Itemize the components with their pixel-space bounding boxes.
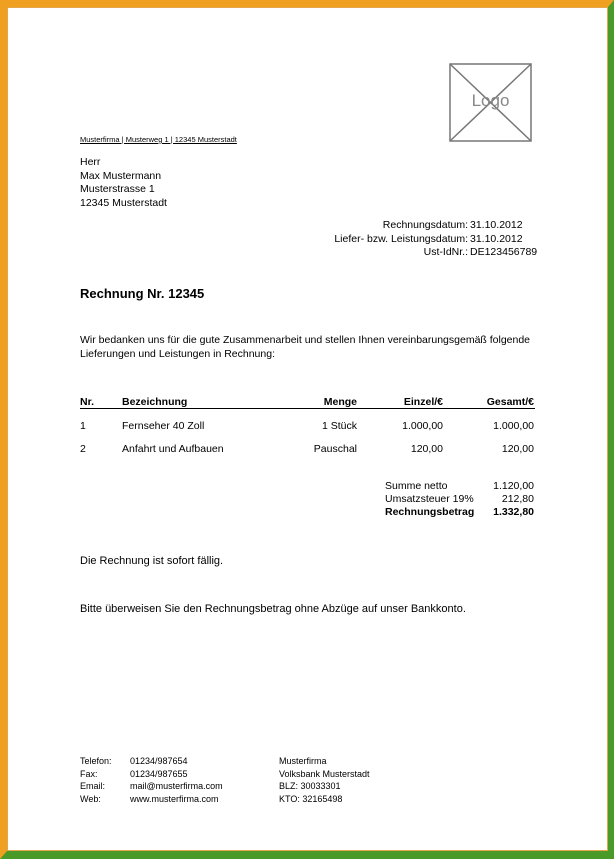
vat-label: Umsatzsteuer 19% xyxy=(385,493,474,505)
footer-phone-label: Telefon: xyxy=(80,756,112,766)
table-header-description: Bezeichnung xyxy=(122,396,188,408)
delivery-date-label: Liefer- bzw. Leistungsdatum: xyxy=(334,232,468,245)
logo-placeholder xyxy=(449,63,532,142)
vat-id-value: DE123456789 xyxy=(470,246,538,258)
row-2-unit-price: 120,00 xyxy=(410,443,443,455)
table-header-divider xyxy=(80,408,535,409)
footer-bank-code: BLZ: 30033301 xyxy=(279,781,341,791)
row-1-description: Fernseher 40 Zoll xyxy=(122,420,205,432)
invoice-meta-labels xyxy=(334,219,468,260)
footer-bank-company: Musterfirma xyxy=(279,756,327,766)
row-2-description: Anfahrt und Aufbauen xyxy=(122,443,224,455)
row-2-nr: 2 xyxy=(80,443,86,455)
recipient-salutation: Herr xyxy=(80,156,101,168)
vat-id-label: Ust-IdNr.: xyxy=(423,246,468,258)
vat-value: 212,80 xyxy=(501,493,534,505)
invoice-date-label: Rechnungsdatum: xyxy=(382,219,468,231)
invoice-date-value: 31.10.2012 xyxy=(470,219,523,231)
footer-web-label: Web: xyxy=(80,793,101,804)
payment-due-note: Die Rechnung ist sofort fällig. xyxy=(80,555,224,567)
sender-address-line: Musterfirma | Musterweg 1 | 12345 Musterstadt xyxy=(80,135,237,144)
intro-line-2: Lieferungen und Leistungen in Rechnung: xyxy=(80,348,275,360)
footer-phone-value: 01234/987654 xyxy=(130,756,188,766)
row-2-total: 120,00 xyxy=(501,443,534,455)
recipient-name: Max Mustermann xyxy=(80,169,162,182)
footer-contact-labels xyxy=(80,755,112,805)
footer-fax-value: 01234/987655 xyxy=(130,768,188,779)
recipient-street: Musterstrasse 1 xyxy=(80,183,155,195)
recipient-address xyxy=(80,156,167,210)
table-header-total: Gesamt/€ xyxy=(486,396,534,408)
footer-email-value: mail@musterfirma.com xyxy=(130,781,223,791)
recipient-city: 12345 Musterstadt xyxy=(80,196,167,209)
invoice-amount-value: 1.332,80 xyxy=(493,506,534,518)
logo-text: Logo xyxy=(471,91,510,110)
row-1-unit-price: 1.000,00 xyxy=(402,420,443,432)
table-header-quantity: Menge xyxy=(323,396,357,408)
footer-web-value: www.musterfirma.com xyxy=(130,793,219,804)
footer-fax-label: Fax: xyxy=(80,768,98,779)
row-1-total: 1.000,00 xyxy=(493,420,534,432)
intro-text xyxy=(80,333,540,361)
footer-email-label: Email: xyxy=(80,781,106,791)
intro-line-1: Wir bedanken uns für die gute Zusammenarbeit und stellen Ihnen vereinbarungsgemäß folgende xyxy=(80,334,531,346)
bank-transfer-note: Bitte überweisen Sie den Rechnungsbetrag ohne Abzüge auf unser Bankkonto. xyxy=(80,603,466,615)
invoice-title: Rechnung Nr. 12345 xyxy=(80,286,205,301)
footer-bank-details xyxy=(279,755,370,805)
net-sum-value: 1.120,00 xyxy=(493,480,534,492)
invoice-amount-label: Rechnungsbetrag xyxy=(385,506,475,518)
footer-bank-name: Volksbank Musterstadt xyxy=(279,768,370,779)
footer-account-number: KTO: 32165498 xyxy=(279,793,343,804)
row-1-nr: 1 xyxy=(80,420,86,432)
footer-contact-values xyxy=(130,755,223,805)
delivery-date-value: 31.10.2012 xyxy=(470,232,523,245)
row-2-quantity: Pauschal xyxy=(313,443,357,455)
invoice-meta-values xyxy=(470,219,537,260)
row-1-quantity: 1 Stück xyxy=(321,420,357,432)
table-header-nr: Nr. xyxy=(80,396,95,408)
net-sum-label: Summe netto xyxy=(385,480,448,492)
table-header-unit-price: Einzel/€ xyxy=(403,396,443,408)
